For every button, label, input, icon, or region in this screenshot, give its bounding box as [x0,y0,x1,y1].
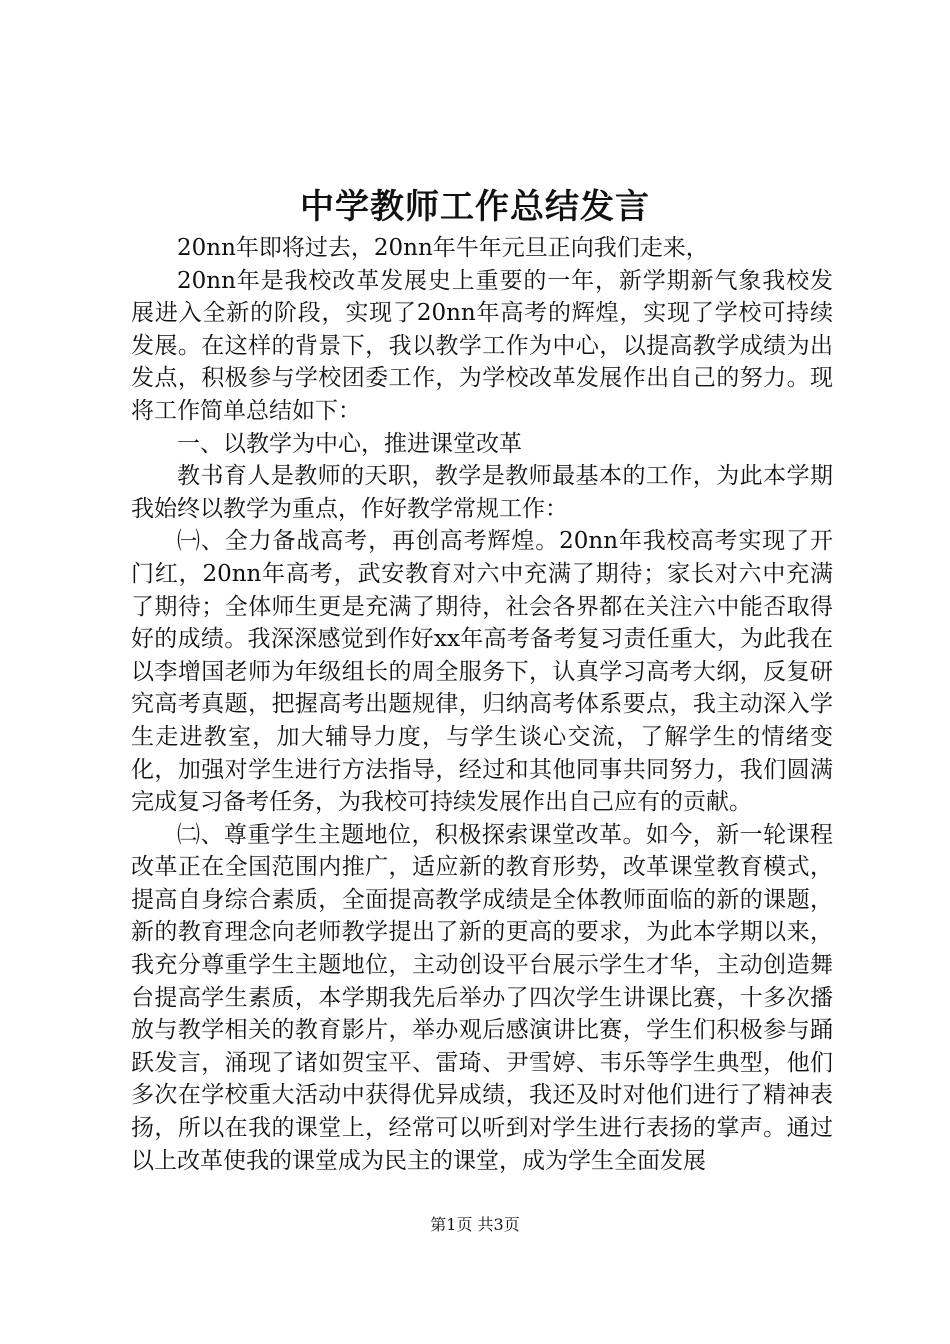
paragraph-exam-preparation: ㈠、全力备战高考，再创高考辉煌。20nn年我校高考实现了开门红，20nn年高考，武安教育对六中充满了期待；家长对六中充满了期待；全体师生更是充满了期待，社会各界都在关注六中能否取得好的成绩。我深深感觉到作好xx年高考备考复习责任重大，为此我在以李增国老师为年级组长的周全服务下，认真学习高考大纲，反复研究高考真题，把握高考出题规律，归纳高考体系要点，我主动深入学生走进教室，加大辅导力度，与学生谈心交流，了解学生的情绪变化，加强对学生进行方法指导，经过和其他同事共同努力，我们圆满完成复习备考任务，为我校可持续发展作出自己应有的贡献。 [131,528,833,816]
page-number-footer: 第1页 共3页 [430,1215,520,1234]
document-body [131,232,833,1177]
paragraph-overview: 20nn年是我校改革发展史上重要的一年，新学期新气象我校发展进入全新的阶段，实现了20nn年高考的辉煌，实现了学校可持续发展。在这样的背景下，我以教学工作为中心，以提高教学成绩为出发点，积极参与学校团委工作，为学校改革发展作出自己的努力。现将工作简单总结如下： [131,267,833,424]
section-heading-teaching: 一、以教学为中心，推进课堂改革 [177,430,522,457]
paragraph-classroom-reform: ㈡、尊重学生主题地位，积极探索课堂改革。如今，新一轮课程改革正在全国范围内推广，适应新的教育形势，改革课堂教育模式，提高自身综合素质，全面提高教学成绩是全体教师面临的新的课题，新的教育理念向老师教学提出了新的更高的要求，为此本学期以来，我充分尊重学生主题地位，主动创设平台展示学生才华，主动创造舞台提高学生素质，本学期我先后举办了四次学生讲课比赛，十多次播放与教学相关的教育影片，举办观后感演讲比赛，学生们积极参与踊跃发言，涌现了诸如贺宝平、雷琦、尹雪婷、韦乐等学生典型，他们多次在学校重大活动中获得优异成绩，我还及时对他们进行了精神表扬，所以在我的课堂上，经常可以听到对学生进行表扬的掌声。通过以上改革使我的课堂成为民主的课堂，成为学生全面发展 [131,821,833,1174]
document-title: 中学教师工作总结发言 [300,187,650,227]
paragraph-teaching-duty: 教书育人是教师的天职，教学是教师最基本的工作，为此本学期我始终以教学为重点，作好教学常规工作： [131,463,833,522]
paragraph-intro: 20nn年即将过去，20nn年牛年元旦正向我们走来， [177,235,709,261]
